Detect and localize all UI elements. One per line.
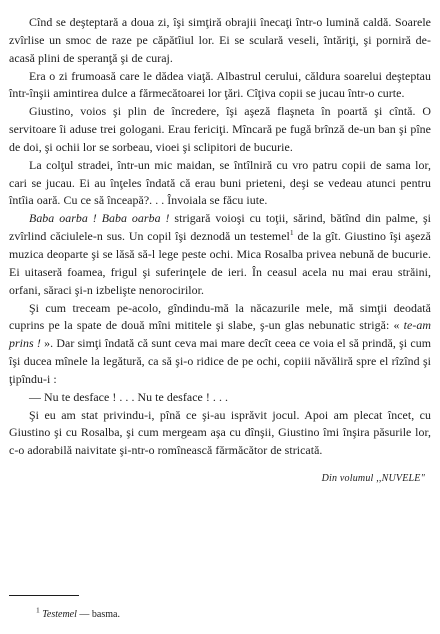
paragraph <box>9 210 431 299</box>
italic-text: Baba oarba ! Baba oarba ! <box>29 211 170 226</box>
paragraph-text: Şi cum treceam pe-acolo, gîndindu-mă la năcazurile mele, mă simţii deodată cuprins pe la spate de două mîni mititele şi slabe, ş-un glas nebunatic strigă: « <box>9 300 431 333</box>
footnote-separator <box>9 595 79 596</box>
paragraph <box>9 157 431 211</box>
footnote-definition: — basma. <box>76 609 120 620</box>
paragraph-text: Giustino, voios şi plin de încredere, îşi aşeză flaşneta în poartă şi cîntă. O servitoare îi aduse trei gologani. Erau fericiţi. Mîncară pe fugă brînză de-un ban şi pîne de doi, şi ochii lor se sorbeau, vioei şi sclipitori de bucurie. <box>9 104 431 154</box>
paragraph-text: Şi eu am stat privindu-i, pînă ce şi-au isprăvit jocul. Apoi am plecat încet, cu Giustino şi cu Rosalba, şi cum mergeam aşa cu dînşii, Giustino îmi înşira păsurile lor, c-o adorabilă naivitate şi-ntr-o romînească fărmăcător de stricată. <box>9 407 431 458</box>
paragraph-text: strigară voioşi cu toţii, sărind, bătînd din palme, şi zvîrlind căciulele-n sus. Un copil îşi deznodă un testemel <box>9 211 431 244</box>
italic-text: te-am prins ! <box>9 318 431 351</box>
paragraph <box>9 103 431 157</box>
body-text <box>9 14 431 460</box>
footnote-reference: 1 <box>289 228 294 238</box>
paragraph-text: La colţul stradei, într-un mic maidan, se întîlniră cu vro patru copii de sama lor, cari se jucau. Ei au înţeles îndată că erau buni prieteni, deşi se vedeau atunci pentru întîia oară. Cu ce să înceapă?. . . Învoiala se făcu iute. <box>9 157 431 208</box>
footnote-term: Testemel <box>42 609 77 620</box>
paragraph <box>9 14 431 68</box>
paragraph-text: Era o zi frumoasă care le dădea viaţă. Albastrul cerului, căldura soarelui deşteptau într-înşii amintirea dulce a fărmecătoarei lor ţări. Cîţiva copii se jucau într-o curte. <box>9 68 431 101</box>
paragraph-text: de la gît. Giustino îşi aşeză muzica deoparte şi se lăsă să-l lege peste ochi. Mica Rosalba privea nebună de bucurie. Ei uitaseră foamea, frigul şi suferinţele de ieri. În ceasul acela nu mai erau străini, orfani, săraci şi-n izbelişte nenorocirilor. <box>9 229 431 297</box>
paragraph-text: Cînd se deşteptară a doua zi, îşi simţiră obrajii înecaţi într-o lumină caldă. Soarele zvîrlise un smoc de raze pe căpătîiul lor. Ei se sculară veseli, întăriţi, şi porniră de-acasă plini de speranţă şi de curaj. <box>9 15 431 65</box>
source-note: Din volumul ,,NUVELE" <box>321 473 425 485</box>
paragraph <box>9 389 431 407</box>
footnote <box>36 605 120 620</box>
paragraph-text: ». Dar simţi îndată că sunt ceva mai mare decît ceea ce voia el să prindă, şi cum îşi ducea mînele la legătură, ca să şi-o ridice de pe ochi, copiii năvăliră spre el rîzînd şi ţipîndu-i : <box>9 336 431 386</box>
footnote-number: 1 <box>36 605 40 615</box>
paragraph <box>9 407 431 461</box>
paragraph <box>9 300 431 389</box>
paragraph <box>9 68 431 104</box>
paragraph-text: — Nu te desface ! . . . Nu te desface ! . . . <box>29 389 229 404</box>
